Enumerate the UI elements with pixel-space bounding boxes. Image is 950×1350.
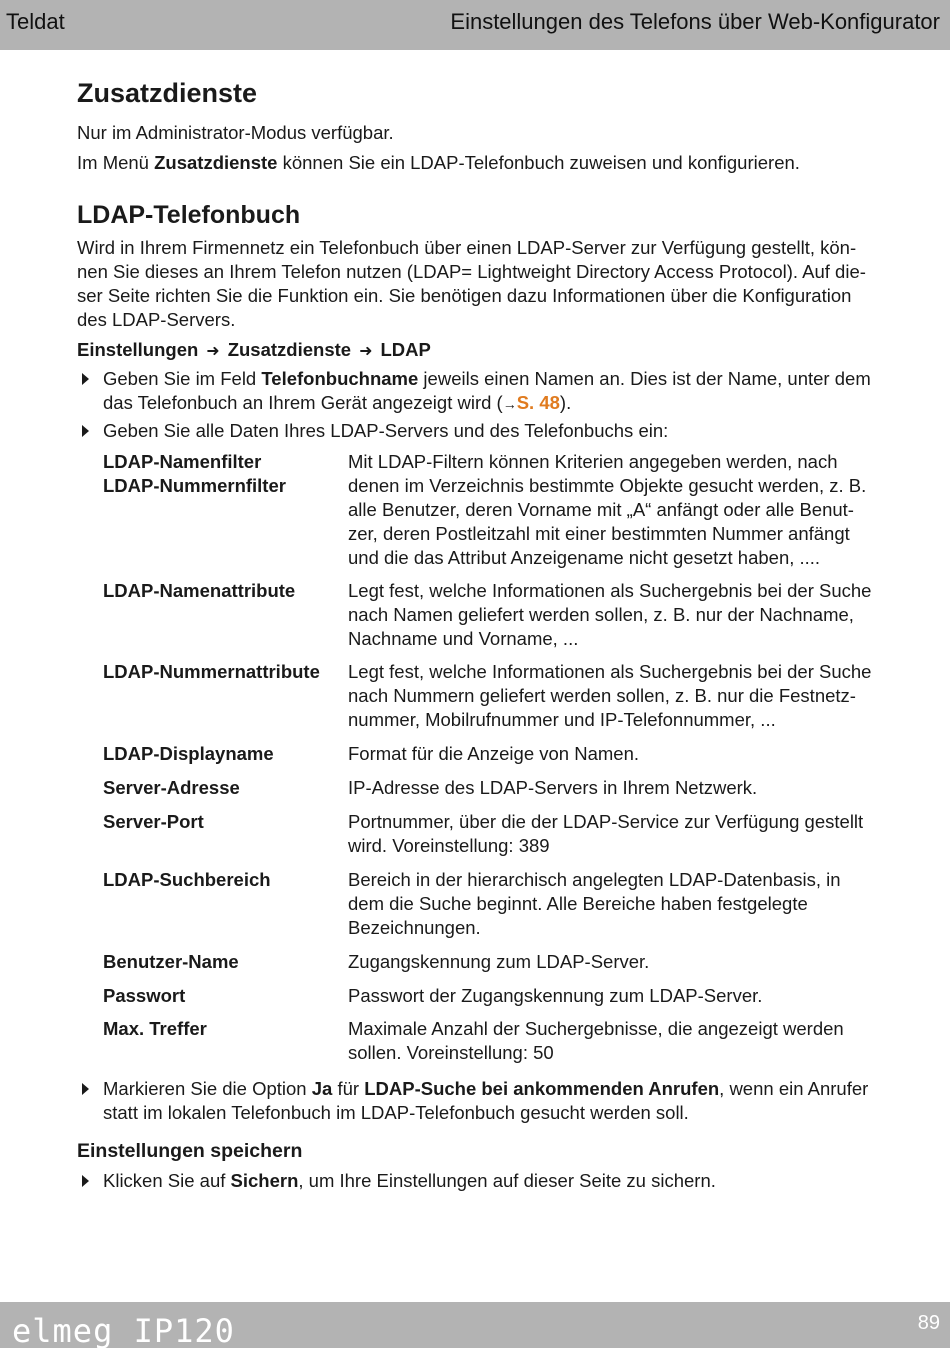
page-reference-link[interactable]: S. 48: [516, 392, 560, 413]
menu-path-item: Einstellungen: [77, 339, 199, 360]
arrow-right-icon: ➜: [206, 343, 220, 360]
page-number: 89: [917, 1312, 940, 1334]
definition-description: Mit LDAP-Filtern können Kriterien angegeben werden, nach denen im Verzeichnis bestimmte Objekte gesucht werden, z. B. alle Benutzer, deren Vorname mit „A“ anfängt oder alle Benut- zer, deren Postleitzahl mit einer bestimmten Nummer anfängt und die das Attribut Anzeigename nicht gesetzt haben, ....: [348, 451, 867, 568]
definition-description: IP-Adresse des LDAP-Servers in Ihrem Netzwerk.: [348, 777, 758, 798]
header-brand: Teldat: [6, 9, 65, 34]
menu-intro: Im Menü Zusatzdienste können Sie ein LDAP-Telefonbuch zuweisen und konfigurieren.: [77, 152, 800, 173]
bullet-triangle-icon: [82, 1083, 89, 1095]
definition-description: Maximale Anzahl der Suchergebnisse, die angezeigt werden sollen. Voreinstellung: 50: [348, 1018, 844, 1063]
menu-path: [77, 339, 431, 361]
section-title-zusatzdienste: Zusatzdienste: [77, 78, 258, 108]
page-footer: [0, 1302, 950, 1348]
definition-description: Portnummer, über die der LDAP-Service zur Verfügung gestellt wird. Voreinstellung: 389: [348, 811, 864, 856]
definition-description: Passwort der Zugangskennung zum LDAP-Server.: [348, 985, 763, 1006]
bullet-triangle-icon: [82, 425, 89, 437]
menu-path-item: Zusatzdienste: [227, 339, 352, 360]
definition-description: Legt fest, welche Informationen als Suchergebnis bei der Suche nach Namen geliefert werden sollen, z. B. nur der Nachname, Nachname und Vorname, ...: [348, 580, 872, 649]
menu-path-item: LDAP: [380, 339, 431, 360]
product-logo: elmeg IP120: [12, 1312, 235, 1350]
section-title-ldap: LDAP-Telefonbuch: [77, 201, 301, 229]
definition-term: Passwort: [103, 985, 186, 1006]
page-header: [0, 0, 950, 50]
ldap-intro-paragraph: Wird in Ihrem Firmennetz ein Telefonbuch über einen LDAP-Server zur Verfügung gestellt, kön- nen Sie dieses an Ihrem Telefon nutzen (LDAP= Lightweight Directory Access Protocol). Auf die- ser Seite richten Sie die Funktion ein. Sie benötigen dazu Informationen über die Konfiguration des LDAP-Servers.: [77, 237, 866, 330]
definition-description: Legt fest, welche Informationen als Suchergebnis bei der Suche nach Nummern geliefert werden sollen, z. B. nur die Festnetz- nummer, Mobilrufnummer und IP-Telefonnummer, ...: [348, 661, 872, 730]
definition-term: Server-Adresse: [103, 777, 240, 798]
definition-term: LDAP-Displayname: [103, 743, 274, 764]
bullet-triangle-icon: [82, 373, 89, 385]
header-chapter-title: Einstellungen des Telefons über Web-Konfigurator: [450, 9, 940, 34]
definition-term: Benutzer-Name: [103, 951, 239, 972]
arrow-right-icon: ➜: [359, 343, 373, 360]
bullet-triangle-icon: [82, 1175, 89, 1187]
definition-description: Zugangskennung zum LDAP-Server.: [348, 951, 650, 972]
section-title-save: Einstellungen speichern: [77, 1140, 303, 1162]
admin-only-note: Nur im Administrator-Modus verfügbar.: [77, 122, 394, 143]
definition-description: Format für die Anzeige von Namen.: [348, 743, 640, 764]
definition-term: LDAP-Nummernattribute: [103, 661, 320, 682]
definition-term: LDAP-Namenattribute: [103, 580, 296, 601]
definition-description: Bereich in der hierarchisch angelegten LDAP-Datenbasis, in dem die Suche beginnt. Alle Bereiche haben festgelegte Bezeichnungen.: [348, 869, 841, 938]
definition-term: Server-Port: [103, 811, 204, 832]
definition-term: LDAP-Namenfilter LDAP-Nummernfilter: [103, 451, 286, 496]
reference-arrow-icon: →: [502, 396, 517, 412]
definition-term: Max. Treffer: [103, 1018, 207, 1039]
definition-term: LDAP-Suchbereich: [103, 869, 271, 890]
